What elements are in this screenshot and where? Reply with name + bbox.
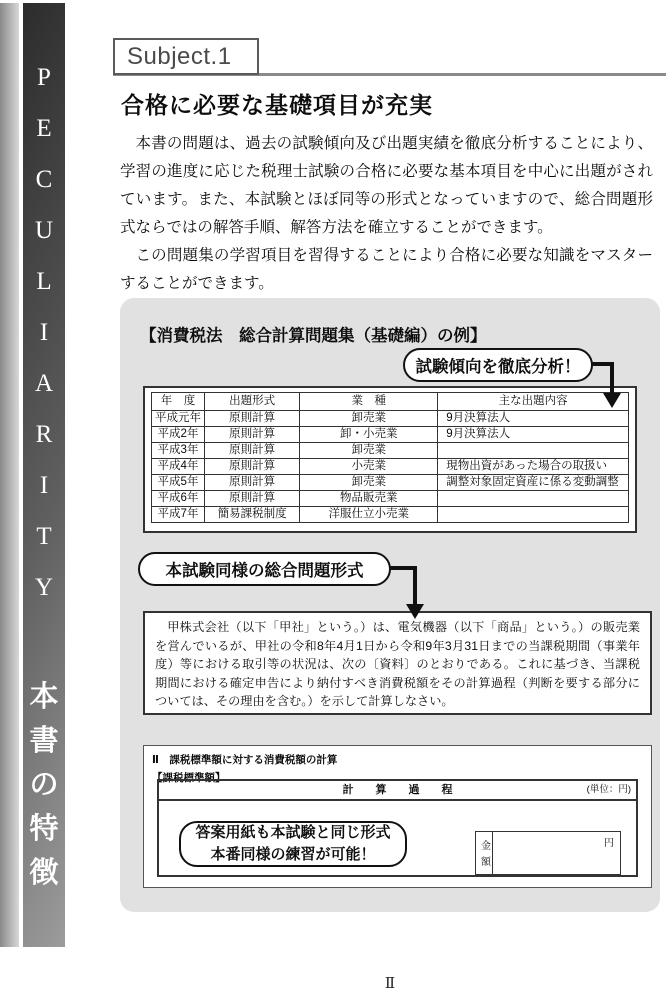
table-cell: 卸売業	[300, 411, 438, 427]
problem-text-box	[143, 611, 652, 715]
table-cell: 小売業	[300, 459, 438, 475]
amount-label: 金額	[476, 832, 493, 874]
sidebar-letter: C	[35, 166, 53, 193]
table-cell: 簡易課税制度	[205, 507, 300, 523]
sidebar-title-char: の	[29, 769, 59, 801]
callout-answer-sheet	[179, 821, 407, 867]
arrow-down-icon	[603, 393, 621, 408]
calculation-table-header	[159, 781, 636, 801]
table-cell: 平成5年	[152, 475, 205, 491]
table-row	[152, 427, 629, 443]
calculation-table	[157, 779, 638, 877]
exam-table-header-cell: 出題形式	[205, 393, 300, 411]
sidebar-title-char: 書	[29, 725, 59, 757]
table-cell: 調整対象固定資産に係る変動調整	[438, 475, 629, 491]
subject-badge	[113, 38, 259, 75]
table-cell: 平成6年	[152, 491, 205, 507]
exam-table-box	[143, 386, 637, 533]
table-cell: 原則計算	[205, 475, 300, 491]
table-cell: 原則計算	[205, 411, 300, 427]
problem-text: 甲株式会社（以下「甲社」という。）は、電気機器（以下「商品」という。）の販売業を営んでいるが、甲社の令和8年4月1日から令和9年3月31日までの当課税期間（事業年度）等における取引等の状況は、次の〔資料〕のとおりである。これに基づき、当課税期間における確定申告により納付すべき消費税額をその計算過程（判断を要する部分については、その理由を含む。）を示して計算しなさい。	[155, 620, 640, 709]
intro-paragraph-1: 本書の問題は、過去の試験傾向及び出題実績を徹底分析することにより、学習の進度に応じた税理士試験の合格に必要な基本項目を中心に出題がされています。また、本試験とほぼ同等の形式となっていますので、総合問題形式ならではの解答手順、解答方法を確立することができます。	[120, 135, 653, 236]
arrow-analysis-shaft-v	[610, 362, 614, 395]
table-cell: 原則計算	[205, 459, 300, 475]
sidebar-letter: Y	[34, 574, 54, 601]
sidebar-letter: A	[34, 370, 54, 397]
sidebar-title-char: 本	[29, 681, 59, 713]
page-title: 合格に必要な基礎項目が充実	[121, 92, 433, 118]
sidebar-letter: E	[36, 115, 52, 142]
amount-box	[475, 831, 621, 875]
table-cell: 卸・小売業	[300, 427, 438, 443]
yen-label: 円	[604, 838, 614, 849]
sidebar-accent-bar	[0, 3, 19, 947]
calculation-table-body	[159, 801, 636, 875]
table-cell: 平成4年	[152, 459, 205, 475]
sidebar-vertical-title	[23, 675, 65, 895]
table-row	[152, 491, 629, 507]
sidebar-letter: I	[39, 472, 49, 499]
amount-value-cell	[493, 832, 620, 874]
example-panel-title: 【消費税法 総合計算問題集（基礎編）の例】	[140, 327, 487, 345]
table-cell: 平成7年	[152, 507, 205, 523]
page-number: Ⅱ	[384, 976, 396, 992]
example-panel	[120, 298, 660, 912]
table-cell: 洋服仕立小売業	[300, 507, 438, 523]
arrow-down-icon	[406, 604, 424, 619]
exam-history-table	[151, 392, 629, 523]
table-cell	[438, 507, 629, 523]
table-cell: 9月決算法人	[438, 411, 629, 427]
sidebar-letter: I	[39, 319, 49, 346]
callout-answer-line-2: 本番同様の練習が可能！	[210, 846, 376, 863]
table-cell: 卸売業	[300, 475, 438, 491]
subject-label: Subject.1	[127, 42, 232, 70]
exam-table-header-cell: 年 度	[152, 393, 205, 411]
callout-analysis: 試験傾向を徹底分析！	[403, 348, 593, 382]
sidebar	[23, 3, 65, 947]
table-row	[152, 443, 629, 459]
table-cell: 原則計算	[205, 491, 300, 507]
callout-format: 本試験同様の総合問題形式	[138, 552, 391, 586]
answer-section-label: Ⅱ 課税標準額に対する消費税額の計算	[152, 754, 338, 766]
table-cell: 平成元年	[152, 411, 205, 427]
sidebar-letter: U	[34, 217, 54, 244]
table-cell: 現物出資があった場合の取扱い	[438, 459, 629, 475]
table-row	[152, 475, 629, 491]
unit-label: (単位：円)	[586, 784, 631, 795]
table-cell: 平成3年	[152, 443, 205, 459]
exam-table-header-row	[152, 393, 629, 411]
sidebar-letter: T	[36, 523, 52, 550]
table-cell: 物品販売業	[300, 491, 438, 507]
sidebar-letter: L	[36, 268, 52, 295]
calculation-header-title: 計 算 過 程	[342, 784, 453, 796]
answer-sheet-box	[143, 745, 652, 888]
table-cell: 9月決算法人	[438, 427, 629, 443]
table-cell: 原則計算	[205, 443, 300, 459]
intro-paragraphs	[120, 130, 653, 298]
answer-subsection-label: 【課税標準額】	[152, 772, 226, 784]
table-row	[152, 507, 629, 523]
exam-table-header-cell: 業 種	[300, 393, 438, 411]
intro-paragraph-2: この問題集の学習項目を習得することにより合格に必要な知識をマスターすることができます。	[120, 247, 653, 292]
table-row	[152, 459, 629, 475]
sidebar-letter: P	[37, 64, 51, 91]
table-cell: 平成2年	[152, 427, 205, 443]
sidebar-title-char: 特	[29, 813, 59, 845]
exam-table-header-cell: 主な出題内容	[438, 393, 629, 411]
table-cell: 卸売業	[300, 443, 438, 459]
table-cell	[438, 443, 629, 459]
callout-answer-line-1: 答案用紙も本試験と同じ形式	[195, 824, 391, 842]
arrow-format-shaft-v	[413, 566, 417, 606]
sidebar-title-char: 徴	[29, 857, 59, 889]
sidebar-vertical-letters	[23, 52, 65, 613]
table-row	[152, 411, 629, 427]
sidebar-letter: R	[35, 421, 53, 448]
table-cell: 原則計算	[205, 427, 300, 443]
table-cell	[438, 491, 629, 507]
